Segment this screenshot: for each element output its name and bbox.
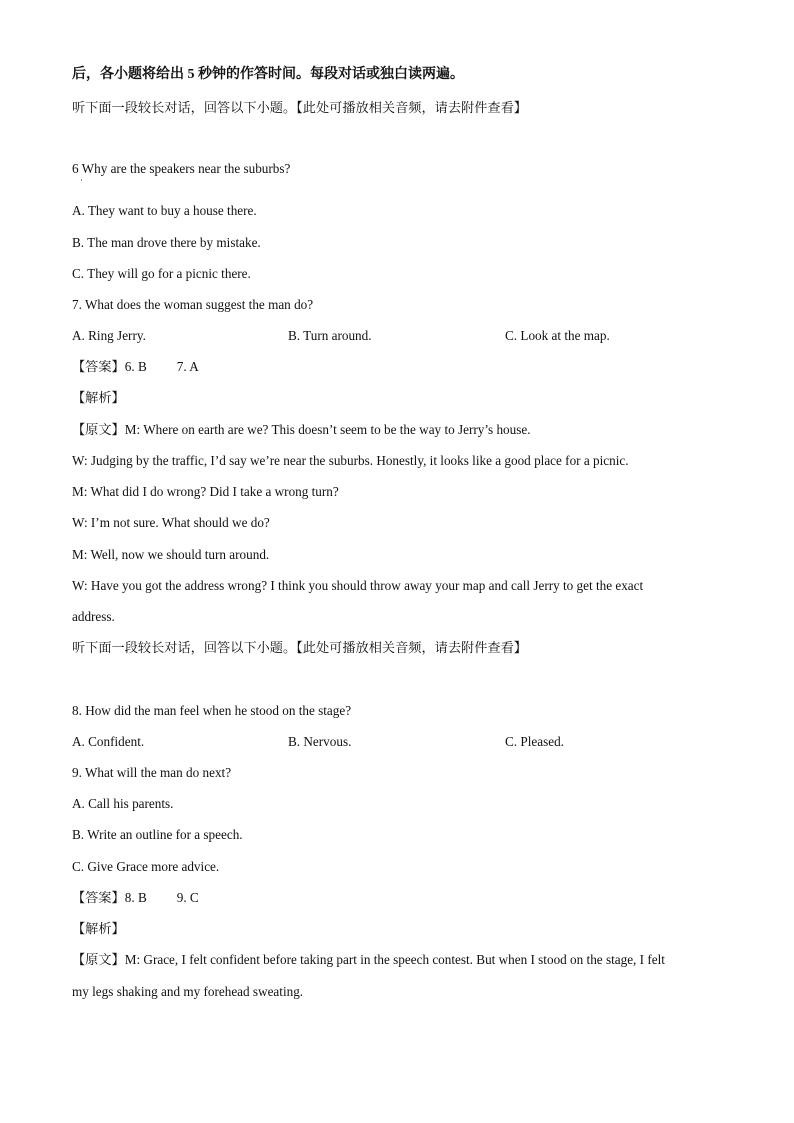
transcript2-line-1 [72,951,710,969]
answer-8: 8. B [124,890,147,905]
analysis-label-1: 【解析】 [72,390,125,405]
answer-line-2 [72,889,710,907]
q6-option-c: C. They will go for a picnic there. [72,266,251,281]
transcript-line-4: W: I’m not sure. What should we do? [72,515,270,530]
transcript-label: 【原文】 [72,952,125,967]
q9-option-a: A. Call his parents. [72,796,174,811]
listen-instruction-2: 听下面一段较长对话，回答以下小题。【此处可播放相关音频，请去附件查看】 [72,640,527,655]
transcript-line-2: W: Judging by the traffic, I’d say we’re near the suburbs. Honestly, it looks like a good place for a picnic. [72,453,629,468]
transcript-line-7: address. [72,609,115,624]
q6-option-b: B. The man drove there by mistake. [72,235,261,250]
q7-option-c: C. Look at the map. [505,328,610,343]
transcript-text: M: Where on earth are we? This doesn’t seem to be the way to Jerry’s house. [124,422,531,437]
answer-9: 9. C [176,890,199,905]
answer-label: 【答案】 [72,890,125,905]
q9-option-b: B. Write an outline for a speech. [72,827,243,842]
transcript-line-3: M: What did I do wrong? Did I take a wrong turn? [72,484,339,499]
question-8: 8. How did the man feel when he stood on the stage? [72,703,352,718]
transcript-label: 【原文】 [72,422,125,437]
transcript-text: M: Grace, I felt confident before taking part in the speech contest. But when I stood on the stage, I felt [124,952,665,967]
q7-option-a: A. Ring Jerry. [72,328,146,343]
question-7: 7. What does the woman suggest the man do? [72,297,314,312]
question-9: 9. What will the man do next? [72,765,232,780]
answer-6: 6. B [124,359,147,374]
answer-line-1 [72,358,710,376]
instruction-line: 后，各小题将给出 5 秒钟的作答时间。每段对话或独白读两遍。 [72,67,464,82]
answer-7: 7. A [176,359,199,374]
q8-option-a: A. Confident. [72,734,145,749]
transcript-line-6: W: Have you got the address wrong? I think you should throw away your map and call Jerry to get the exact [72,578,644,593]
dot-mark: · [80,175,83,185]
answer-label: 【答案】 [72,359,125,374]
q8-option-c: C. Pleased. [505,734,564,749]
analysis-label-2: 【解析】 [72,921,125,936]
transcript2-line-2: my legs shaking and my forehead sweating. [72,984,304,999]
q6-option-a: A. They want to buy a house there. [72,203,257,218]
q9-option-c: C. Give Grace more advice. [72,859,220,874]
question-6: 6 Why are the speakers near the suburbs? [72,161,291,176]
transcript-line-5: M: Well, now we should turn around. [72,547,270,562]
q7-option-b: B. Turn around. [288,328,372,343]
transcript-line-1 [72,421,710,439]
listen-instruction-1: 听下面一段较长对话，回答以下小题。【此处可播放相关音频，请去附件查看】 [72,100,527,115]
q8-option-b: B. Nervous. [288,734,352,749]
